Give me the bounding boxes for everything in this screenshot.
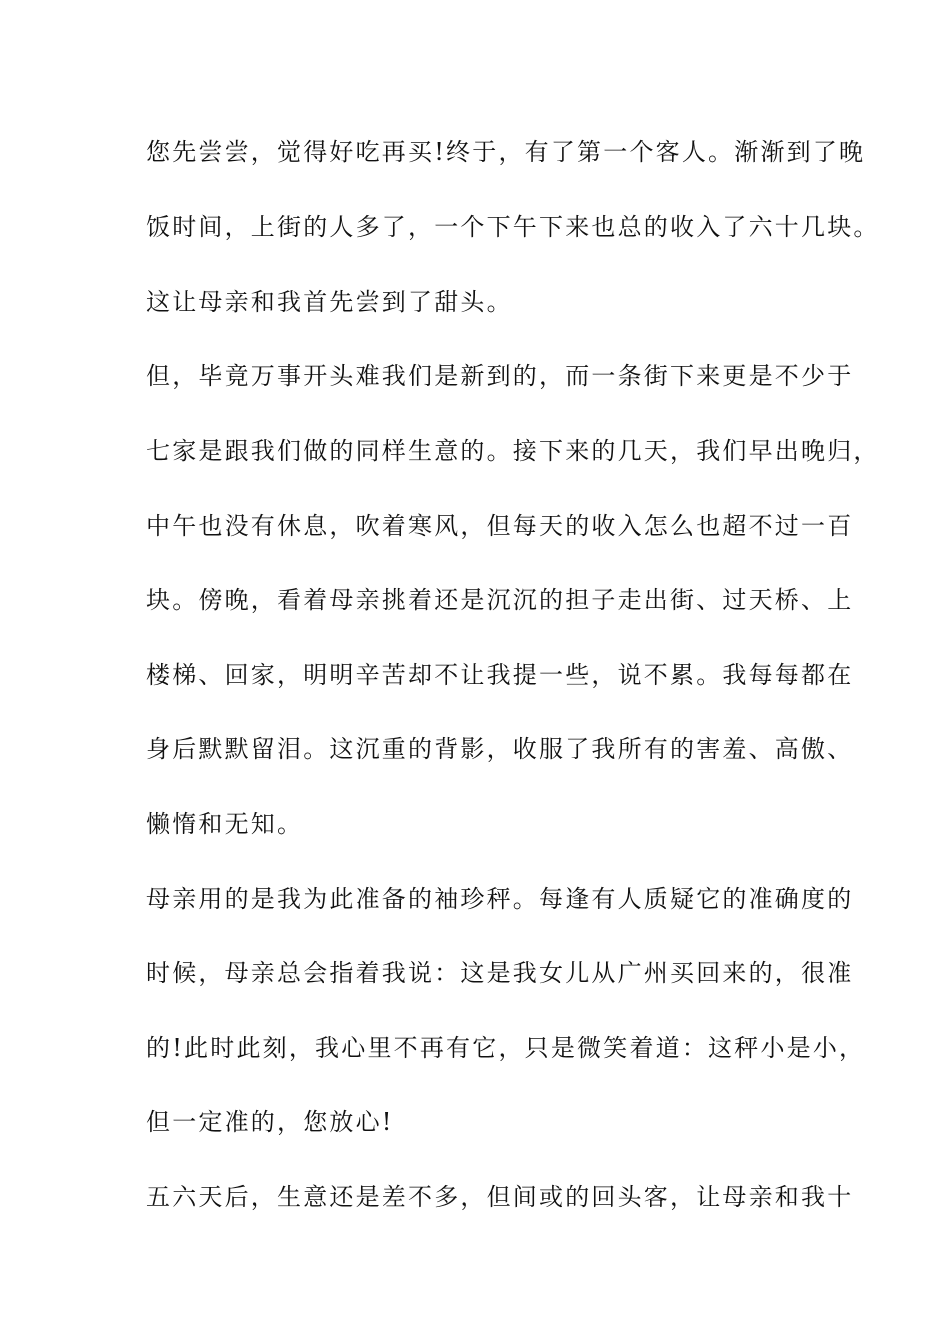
text-line: 身后默默留泪。这沉重的背影，收服了我所有的害羞、高傲、: [146, 735, 854, 763]
text-line: 但一定准的，您放心!: [146, 1108, 394, 1136]
text-line: 七家是跟我们做的同样生意的。接下来的几天，我们早出晚归，: [146, 437, 880, 465]
text-line: 母亲用的是我为此准备的袖珍秤。每逢有人质疑它的准确度的: [146, 885, 854, 913]
text-line: 的!此时此刻，我心里不再有它，只是微笑着道：这秤小是小，: [146, 1034, 866, 1062]
text-line: 您先尝尝，觉得好吃再买!终于，有了第一个客人。渐渐到了晚: [146, 138, 866, 166]
text-line: 块。傍晚，看着母亲挑着还是沉沉的担子走出街、过天桥、上: [146, 586, 854, 614]
text-line: 中午也没有休息，吹着寒风，但每天的收入怎么也超不过一百: [146, 512, 854, 540]
text-line: 但，毕竟万事开头难我们是新到的，而一条街下来更是不少于: [146, 362, 854, 390]
text-line: 楼梯、回家，明明辛苦却不让我提一些，说不累。我每每都在: [146, 661, 854, 689]
text-line: 懒惰和无知。: [146, 810, 304, 838]
text-line: 五六天后，生意还是差不多，但间或的回头客，让母亲和我十: [146, 1183, 854, 1211]
text-line: 这让母亲和我首先尝到了甜头。: [146, 288, 513, 316]
text-line: 饭时间，上街的人多了，一个下午下来也总的收入了六十几块。: [146, 213, 880, 241]
text-line: 时候，母亲总会指着我说：这是我女儿从广州买回来的，很准: [146, 959, 854, 987]
